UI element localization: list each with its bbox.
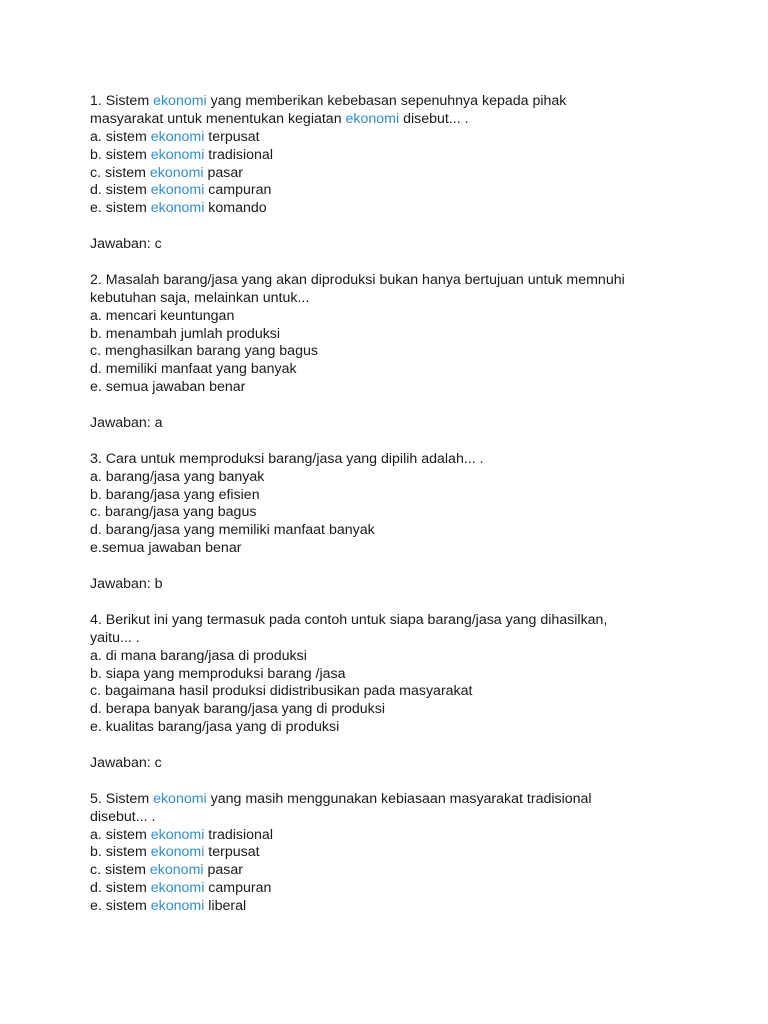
text-run: yang masih menggunakan kebiasaan masyarakat tradisional — [206, 790, 592, 807]
blank-line — [90, 773, 690, 791]
text-run: c. sistem — [90, 862, 150, 879]
answer-option — [90, 898, 690, 916]
question-text — [90, 791, 690, 809]
keyword-link: ekonomi — [150, 880, 205, 897]
blank-line — [90, 737, 690, 755]
text-run: masyarakat untuk menentukan kegiatan — [90, 110, 346, 127]
text-run: 2. Masalah barang/jasa yang akan diproduksi bukan hanya bertujuan untuk memnuhi — [90, 271, 625, 288]
text-run: 3. Cara untuk memproduksi barang/jasa yang dipilih adalah... . — [90, 450, 484, 467]
question-text — [90, 111, 690, 129]
text-run: a. di mana barang/jasa di produksi — [90, 647, 307, 664]
answer-option — [90, 719, 690, 737]
answer-option — [90, 200, 690, 218]
answer-option — [90, 469, 690, 487]
text-run: yang memberikan kebebasan sepenuhnya kepada pihak — [206, 93, 567, 109]
text-run: campuran — [204, 182, 272, 199]
keyword-link: ekonomi — [153, 93, 207, 109]
answer-option — [90, 308, 690, 326]
document-body — [90, 93, 690, 916]
answer-option — [90, 648, 690, 666]
answer-key: Jawaban: c — [90, 236, 162, 253]
answer-option — [90, 666, 690, 684]
answer-option — [90, 880, 690, 898]
text-run: a. sistem — [90, 826, 151, 843]
text-run: e.semua jawaban benar — [90, 540, 242, 557]
keyword-link: ekonomi — [150, 826, 205, 843]
blank-line — [90, 254, 690, 272]
answer-option — [90, 540, 690, 558]
answer-key: Jawaban: a — [90, 415, 163, 432]
answer-option — [90, 827, 690, 845]
question-text — [90, 272, 690, 290]
text-run: e. semua jawaban benar — [90, 379, 246, 396]
keyword-link: ekonomi — [150, 146, 205, 163]
text-run: kebutuhan saja, melainkan untuk... — [90, 289, 310, 306]
answer-option — [90, 182, 690, 200]
text-run: a. barang/jasa yang banyak — [90, 468, 265, 485]
text-run: d. berapa banyak barang/jasa yang di produksi — [90, 701, 385, 718]
text-run: b. menambah jumlah produksi — [90, 325, 281, 342]
keyword-link: ekonomi — [150, 200, 205, 217]
blank-line — [90, 397, 690, 415]
text-run: terpusat — [204, 844, 260, 861]
text-run: c. menghasilkan barang yang bagus — [90, 343, 318, 360]
text-run: pasar — [203, 164, 243, 181]
keyword-link: ekonomi — [149, 164, 204, 181]
text-run: campuran — [204, 880, 272, 897]
answer-option — [90, 379, 690, 397]
text-run: d. barang/jasa yang memiliki manfaat banyak — [90, 522, 375, 539]
answer-option — [90, 326, 690, 344]
blank-line — [90, 218, 690, 236]
keyword-link: ekonomi — [153, 790, 207, 807]
blank-line — [90, 558, 690, 576]
keyword-link: ekonomi — [150, 844, 205, 861]
text-run: b. barang/jasa yang efisien — [90, 486, 260, 503]
answer-option — [90, 683, 690, 701]
answer-option — [90, 361, 690, 379]
text-run: b. sistem — [90, 146, 151, 163]
text-run: e. kualitas barang/jasa yang di produksi — [90, 719, 340, 736]
answer-key: Jawaban: c — [90, 754, 162, 771]
text-run: tradisional — [204, 146, 273, 163]
text-run: c. bagaimana hasil produksi didistribusikan pada masyarakat — [90, 683, 473, 700]
keyword-link: ekonomi — [345, 110, 400, 127]
question-block — [90, 612, 690, 737]
text-run: d. sistem — [90, 182, 151, 199]
answer-option — [90, 862, 690, 880]
answer-option — [90, 522, 690, 540]
question-text — [90, 290, 690, 308]
keyword-link: ekonomi — [150, 128, 205, 145]
text-run: 1. Sistem — [90, 93, 154, 109]
answer-option — [90, 701, 690, 719]
text-run: 5. Sistem — [90, 790, 154, 807]
question-text — [90, 93, 690, 111]
text-run: d. memiliki manfaat yang banyak — [90, 361, 297, 378]
text-run: liberal — [204, 898, 247, 915]
answer-option — [90, 487, 690, 505]
text-run: tradisional — [204, 826, 273, 843]
question-block — [90, 272, 690, 397]
keyword-link: ekonomi — [150, 898, 205, 915]
blank-line — [90, 594, 690, 612]
text-run: c. sistem — [90, 164, 150, 181]
text-run: pasar — [203, 862, 243, 879]
question-text — [90, 612, 690, 630]
text-run: disebut... . — [90, 808, 156, 825]
text-run: terpusat — [204, 128, 260, 145]
question-block — [90, 791, 690, 916]
text-run: b. siapa yang memproduksi barang /jasa — [90, 665, 346, 682]
text-run: a. mencari keuntungan — [90, 307, 235, 324]
text-run: b. sistem — [90, 844, 151, 861]
text-run: c. barang/jasa yang bagus — [90, 504, 257, 521]
answer-option — [90, 165, 690, 183]
text-run: d. sistem — [90, 880, 151, 897]
answer-option — [90, 343, 690, 361]
answer-option — [90, 844, 690, 862]
blank-line — [90, 433, 690, 451]
keyword-link: ekonomi — [150, 182, 205, 199]
question-block — [90, 451, 690, 558]
answer-option — [90, 504, 690, 522]
keyword-link: ekonomi — [149, 862, 204, 879]
answer-key: Jawaban: b — [90, 576, 163, 593]
question-text — [90, 451, 690, 469]
text-run: a. sistem — [90, 128, 151, 145]
text-run: e. sistem — [90, 898, 151, 915]
text-run: komando — [204, 200, 267, 217]
question-block — [90, 93, 690, 218]
text-run: yaitu... . — [90, 629, 140, 646]
text-run: 4. Berikut ini yang termasuk pada contoh untuk siapa barang/jasa yang dihasilkan, — [90, 611, 608, 628]
text-run: disebut... . — [399, 110, 469, 127]
question-text — [90, 630, 690, 648]
answer-option — [90, 129, 690, 147]
question-text — [90, 809, 690, 827]
answer-option — [90, 147, 690, 165]
text-run: e. sistem — [90, 200, 151, 217]
